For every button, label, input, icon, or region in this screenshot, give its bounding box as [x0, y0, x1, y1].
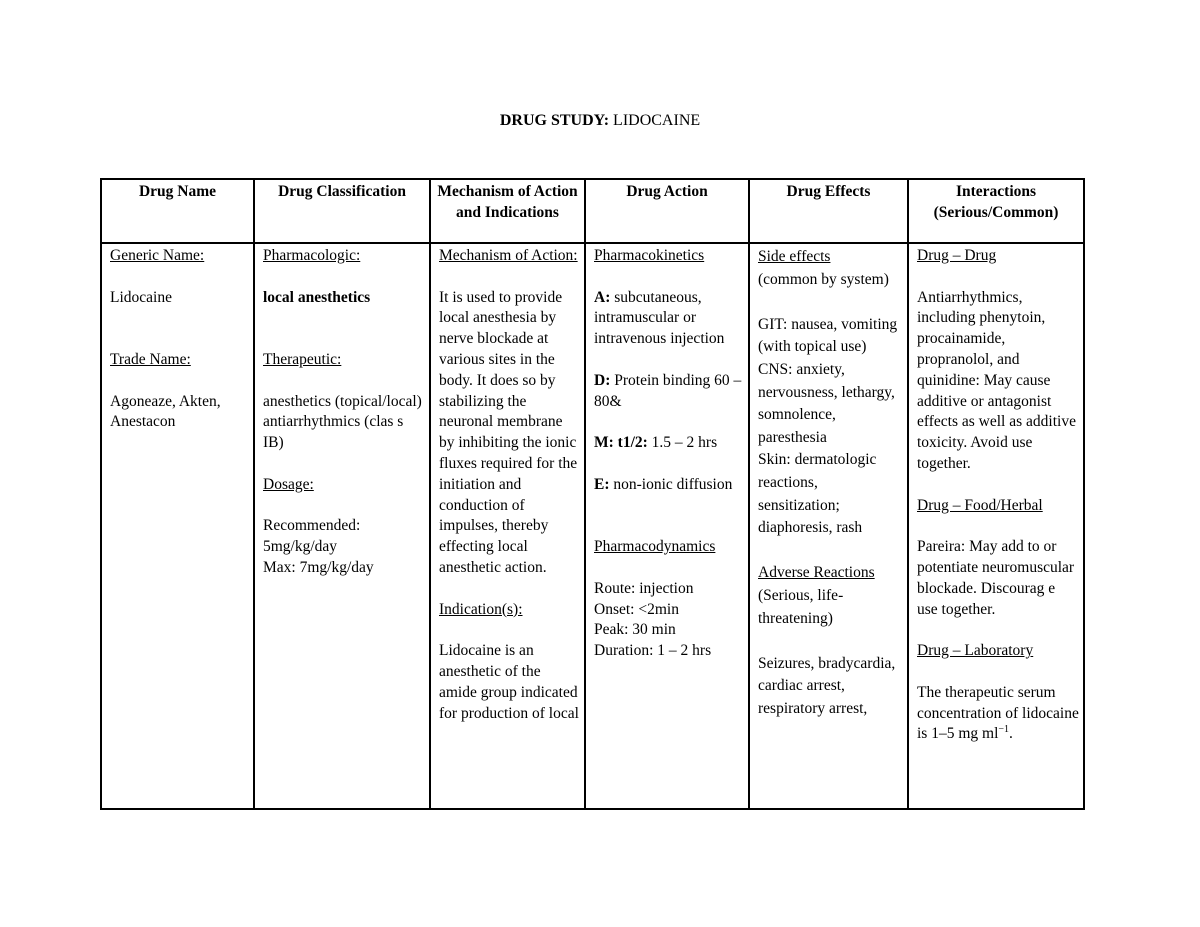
metabolism — [594, 433, 744, 454]
cell-drug-effects — [749, 243, 908, 809]
side-effects-label: Side effects — [758, 248, 831, 265]
side-effect-gi: GIT: nausea, vomiting (with topical use) — [758, 315, 898, 356]
drug-study-table — [100, 178, 1085, 810]
distribution-text: Protein binding 60 – 80& — [594, 371, 742, 410]
header-drug-effects: Drug Effects — [749, 179, 908, 243]
excretion — [594, 475, 744, 496]
moa-label: Mechanism of Action: — [439, 247, 578, 264]
excretion-label: E: — [594, 475, 610, 493]
header-mechanism: Mechanism of Action and Indications — [430, 179, 585, 243]
drug-drug-label: Drug – Drug — [917, 247, 997, 264]
side-effects-sub: (common by system) — [758, 270, 889, 288]
onset: Onset: <2min — [594, 600, 679, 618]
indication-label: Indication(s): — [439, 600, 523, 618]
dosage-label: Dosage: — [263, 475, 314, 493]
distribution-label: D: — [594, 371, 611, 389]
side-effect-skin: Skin: dermatologic reactions, sensitization; diaphoresis, rash — [758, 451, 877, 537]
cell-drug-classification — [254, 243, 430, 809]
header-drug-name: Drug Name — [101, 179, 254, 243]
pharmacokinetics-label: Pharmacokinetics — [594, 247, 705, 264]
dosage-max: Max: 7mg/kg/day — [263, 558, 374, 576]
generic-name-value: Lidocaine — [110, 288, 172, 306]
drug-food-text: Pareira: May add to or potentiate neuromuscular blockade. Discourag e use together. — [917, 538, 1075, 618]
drug-drug-text: Antiarrhythmics, including phenytoin, procainamide, propranolol, and quinidine: May cause additive or antagonist effects as well as additive toxicity. Avoid use together. — [917, 288, 1076, 472]
distribution — [594, 371, 744, 413]
duration: Duration: 1 – 2 hrs — [594, 642, 712, 660]
title-label: DRUG STUDY: — [499, 112, 610, 129]
adverse-reactions-label: Adverse Reactions — [758, 564, 875, 582]
cell-drug-name — [101, 243, 254, 809]
adverse-reactions-sub: (Serious, life-threatening) — [758, 586, 844, 627]
cell-interactions — [908, 243, 1084, 809]
drug-lab-text: The therapeutic serum concentration of lidocaine is 1–5 mg ml — [917, 683, 1079, 743]
absorption-text: subcutaneous, intramuscular or intravenous injection — [594, 288, 725, 348]
excretion-text: non-ionic diffusion — [613, 475, 733, 493]
header-row — [101, 179, 1084, 243]
side-effect-cns: CNS: anxiety, nervousness, lethargy, somnolence, paresthesia — [758, 360, 895, 446]
pharmacologic-label: Pharmacologic: — [263, 247, 361, 264]
route: Route: injection — [594, 579, 694, 597]
metabolism-label: M: t1/2: — [594, 434, 648, 452]
pharmacologic-value: local anesthetics — [263, 288, 371, 306]
therapeutic-value-1: anesthetics (topical/local) — [263, 392, 422, 410]
title-drug: LIDOCAINE — [613, 112, 701, 129]
pharmacodynamics-label: Pharmacodynamics — [594, 538, 716, 556]
adverse-reactions-text: Seizures, bradycardia, cardiac arrest, respiratory arrest, — [758, 654, 896, 717]
drug-lab-label: Drug – Laboratory — [917, 642, 1034, 660]
cell-drug-action — [585, 243, 749, 809]
drug-food-label: Drug – Food/Herbal — [917, 496, 1043, 514]
absorption-label: A: — [594, 288, 611, 306]
header-interactions: Interactions (Serious/Common) — [908, 179, 1084, 243]
page-title — [0, 112, 1200, 130]
therapeutic-value-2: antiarrhythmics (clas s IB) — [263, 413, 404, 452]
trade-name-value: Agoneaze, Akten, Anestacon — [110, 392, 221, 431]
metabolism-text: 1.5 – 2 hrs — [651, 434, 718, 452]
moa-text: It is used to provide local anesthesia by nerve blockade at various sites in the body. It does so by stabilizing the neuronal membrane by inhibiting the ionic fluxes required for the initiation and conduction of impulses, thereby effecting local anesthetic action. — [439, 288, 578, 576]
dosage-recommended: Recommended: 5mg/kg/day — [263, 517, 361, 556]
generic-name-label: Generic Name: — [110, 247, 205, 264]
drug-lab-end: . — [1009, 725, 1013, 743]
peak: Peak: 30 min — [594, 621, 676, 639]
header-drug-classification: Drug Classification — [254, 179, 430, 243]
indication-text: Lidocaine is an anesthetic of the amide group indicated for production of local — [439, 642, 579, 722]
absorption — [594, 288, 744, 350]
therapeutic-label: Therapeutic: — [263, 350, 342, 368]
cell-mechanism — [430, 243, 585, 809]
trade-name-label: Trade Name: — [110, 350, 191, 368]
drug-lab-sup: −1 — [998, 724, 1010, 736]
header-drug-action: Drug Action — [585, 179, 749, 243]
content-row — [101, 243, 1084, 809]
drug-lab — [917, 683, 1079, 745]
